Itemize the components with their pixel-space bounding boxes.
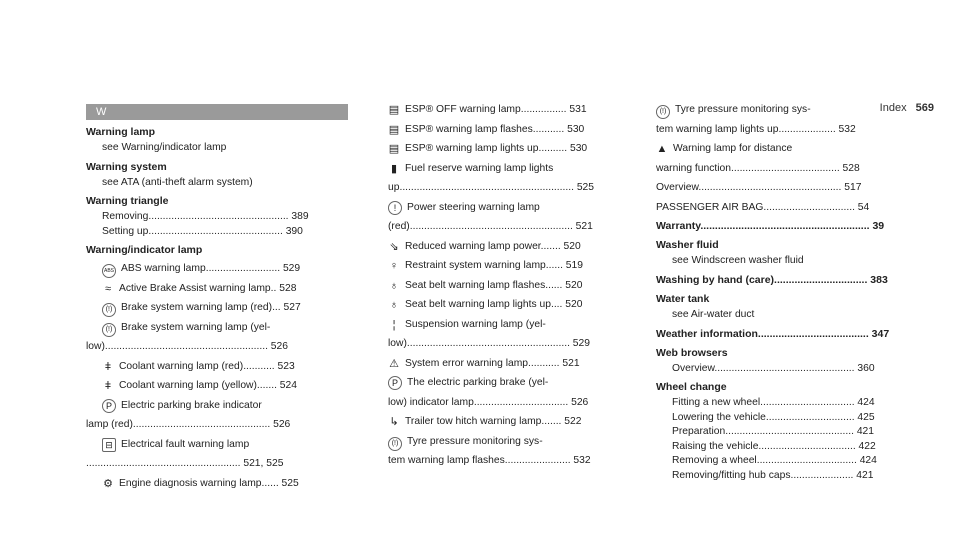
- index-label: Index: [879, 102, 907, 114]
- entry-water-tank[interactable]: Water tank: [656, 292, 710, 305]
- entry-web-browsers[interactable]: Web browsers: [656, 346, 728, 359]
- battery-icon: ⊟: [102, 438, 116, 452]
- subentry-setting-up[interactable]: Setting up............................................... 390: [102, 225, 303, 237]
- subentry-continuation[interactable]: lamp (red)................................................ 526: [86, 419, 291, 430]
- subentry-preparation[interactable]: Preparation............................................. 421: [672, 426, 875, 437]
- brake-warning-icon: (!): [102, 323, 116, 337]
- subentry-electrical-fault[interactable]: [86, 435, 348, 455]
- subentry-raising-vehicle[interactable]: Raising the vehicle.................................. 422: [672, 440, 876, 452]
- subentry-trailer[interactable]: [388, 412, 625, 432]
- subentry-label: Brake system warning lamp (red)... 527: [121, 302, 301, 313]
- subentry-label: Power steering warning lamp: [407, 201, 540, 213]
- subentry-reduced-power[interactable]: [388, 237, 625, 257]
- seat-belt-icon: ♁: [389, 299, 399, 311]
- subentry-brake-red[interactable]: [86, 298, 348, 318]
- subentry-label: Restraint system warning lamp...... 519: [405, 260, 583, 271]
- subentry-label: Seat belt warning lamp flashes...... 520: [405, 279, 583, 291]
- subentry-seat-belt-flash[interactable]: [388, 276, 625, 296]
- subentry-label: Suspension warning lamp (yel-: [405, 318, 546, 330]
- reduced-power-icon: ⇘: [389, 240, 399, 253]
- subentry-removing-wheel[interactable]: Removing a wheel................................... 424: [672, 455, 877, 466]
- index-column-1: [86, 104, 348, 493]
- subentry-continuation[interactable]: up............................................................. 525: [388, 182, 595, 193]
- trailer-hitch-icon: ↳: [389, 416, 399, 428]
- subentry-abs[interactable]: [86, 259, 348, 279]
- entry-washing-by-hand[interactable]: Washing by hand (care)................................ 383: [656, 274, 888, 286]
- subentry-continuation[interactable]: ...................................................... 521, 525: [86, 458, 284, 469]
- tyre-pressure-icon: (!): [388, 437, 402, 451]
- subentry-label: The electric parking brake (yel-: [407, 377, 549, 388]
- subentry-lowering-vehicle[interactable]: Lowering the vehicle............................... 425: [672, 411, 875, 423]
- subentry-system-error[interactable]: [388, 354, 625, 374]
- airbag-icon: ♀: [389, 260, 399, 272]
- subentry-continuation[interactable]: (red)......................................................... 521: [388, 221, 593, 232]
- engine-icon: ⚙: [103, 477, 113, 490]
- subentry-power-steering[interactable]: [388, 198, 625, 218]
- subentry-label: Reduced warning lamp power....... 520: [405, 240, 581, 252]
- subentry-label: Engine diagnosis warning lamp...... 525: [119, 477, 299, 489]
- subentry-fuel-reserve[interactable]: [388, 159, 625, 179]
- subentry-label: Electric parking brake indicator: [121, 399, 262, 411]
- subentry-coolant-yellow[interactable]: [86, 376, 348, 396]
- subentry-label: Tyre pressure monitoring sys-: [675, 104, 811, 115]
- see-reference[interactable]: see Air-water duct: [672, 308, 755, 320]
- subentry-label: Fuel reserve warning lamp lights: [405, 162, 554, 174]
- see-reference[interactable]: see Warning/indicator lamp: [102, 142, 227, 153]
- subentry-distance-warning[interactable]: [656, 139, 892, 159]
- subentry-label: ESP® OFF warning lamp................ 531: [405, 104, 587, 115]
- subentry-continuation[interactable]: tem warning lamp lights up.................... 532: [656, 123, 856, 135]
- subentry-esp-flash[interactable]: [388, 120, 625, 140]
- subentry-overview[interactable]: Overview.................................................. 517: [656, 182, 862, 193]
- see-reference[interactable]: see Windscreen washer fluid: [672, 254, 804, 266]
- subentry-continuation[interactable]: warning function...................................... 528: [656, 162, 860, 174]
- abs-icon: ABS: [102, 264, 116, 278]
- subentry-epb-yellow[interactable]: [388, 373, 625, 393]
- entry-warning-system[interactable]: Warning system: [86, 160, 167, 173]
- page-number: 569: [915, 102, 934, 114]
- subentry-label: Electrical fault warning lamp: [121, 438, 250, 450]
- subentry-brake-yellow[interactable]: [86, 318, 348, 338]
- subentry-esp-lights-up[interactable]: [388, 139, 625, 159]
- subentry-overview[interactable]: Overview................................................. 360: [672, 362, 875, 374]
- subentry-label: Brake system warning lamp (yel-: [121, 321, 271, 333]
- parking-brake-icon: P: [102, 399, 116, 413]
- subentry-active-brake[interactable]: [86, 279, 348, 299]
- active-brake-assist-icon: ≈: [104, 282, 112, 295]
- subentry-label: System error warning lamp........... 521: [405, 357, 580, 369]
- subentry-continuation[interactable]: tem warning lamp flashes....................... 532: [388, 455, 591, 466]
- subentry-restraint[interactable]: [388, 256, 625, 276]
- brake-warning-icon: (!): [102, 303, 116, 317]
- suspension-icon: ¦: [392, 318, 396, 331]
- esp-icon: ▤: [388, 143, 400, 155]
- subentry-label: ESP® warning lamp flashes........... 530: [405, 123, 585, 135]
- see-reference[interactable]: see ATA (anti-theft alarm system): [102, 176, 253, 188]
- subentry-continuation[interactable]: low)......................................................... 526: [86, 341, 288, 352]
- distance-warning-icon: ▲: [656, 143, 668, 155]
- car-warning-icon: ⚠: [389, 357, 399, 370]
- subentry-tyre-flash[interactable]: [388, 432, 625, 452]
- index-column-2: [388, 100, 625, 471]
- entry-wheel-change[interactable]: Wheel change: [656, 381, 727, 393]
- subentry-passenger-airbag[interactable]: PASSENGER AIR BAG................................ 54: [656, 201, 870, 213]
- steering-wheel-icon: !: [388, 201, 402, 215]
- subentry-tyre-lights-up[interactable]: [656, 100, 892, 120]
- subentry-label: Seat belt warning lamp lights up.... 520: [405, 299, 583, 310]
- subentry-continuation[interactable]: low)......................................................... 529: [388, 338, 590, 349]
- index-column-3: [656, 100, 892, 483]
- subentry-suspension[interactable]: [388, 315, 625, 335]
- subentry-label: ABS warning lamp.......................... 529: [121, 263, 301, 274]
- entry-washer-fluid[interactable]: Washer fluid: [656, 238, 719, 251]
- entry-warning-indicator-lamp[interactable]: Warning/indicator lamp: [86, 244, 203, 256]
- subentry-esp-off[interactable]: [388, 100, 625, 120]
- seat-belt-icon: ♁: [389, 279, 399, 292]
- subentry-fitting-wheel[interactable]: Fitting a new wheel................................. 424: [672, 397, 875, 408]
- entry-warning-lamp[interactable]: Warning lamp: [86, 126, 156, 138]
- subentry-label: Active Brake Assist warning lamp.. 528: [119, 282, 297, 294]
- subentry-removing[interactable]: Removing................................................. 389: [102, 211, 309, 222]
- subentry-label: Tyre pressure monitoring sys-: [407, 435, 543, 447]
- coolant-icon: ǂ: [104, 380, 112, 392]
- entry-weather-information[interactable]: Weather information...................................... 347: [656, 328, 890, 340]
- subentry-label: Coolant warning lamp (yellow)....... 524: [119, 380, 297, 391]
- subentry-label: Trailer tow hitch warning lamp....... 522: [405, 416, 582, 427]
- subentry-epb[interactable]: [86, 396, 348, 416]
- esp-off-icon: ▤: [388, 104, 400, 116]
- subentry-seat-belt-up[interactable]: [388, 295, 625, 315]
- coolant-icon: ǂ: [104, 360, 112, 373]
- fuel-pump-icon: ▮: [390, 162, 398, 175]
- subentry-label: Warning lamp for distance: [673, 143, 793, 154]
- subentry-label: Coolant warning lamp (red)........... 523: [119, 360, 295, 372]
- subentry-hub-caps[interactable]: Removing/fitting hub caps...................... 421: [672, 469, 874, 481]
- entry-warranty[interactable]: Warranty.......................................................... 39: [656, 220, 885, 232]
- entry-warning-triangle[interactable]: Warning triangle: [86, 195, 169, 207]
- tyre-pressure-icon: (!): [656, 105, 670, 119]
- subentry-label: ESP® warning lamp lights up.......... 530: [405, 143, 588, 154]
- parking-brake-icon: P: [388, 376, 402, 390]
- subentry-coolant-red[interactable]: [86, 357, 348, 377]
- subentry-continuation[interactable]: low) indicator lamp................................. 526: [388, 396, 589, 408]
- letter-heading: W: [86, 104, 348, 120]
- esp-icon: ▤: [388, 123, 400, 136]
- subentry-engine-diagnosis[interactable]: [86, 474, 348, 494]
